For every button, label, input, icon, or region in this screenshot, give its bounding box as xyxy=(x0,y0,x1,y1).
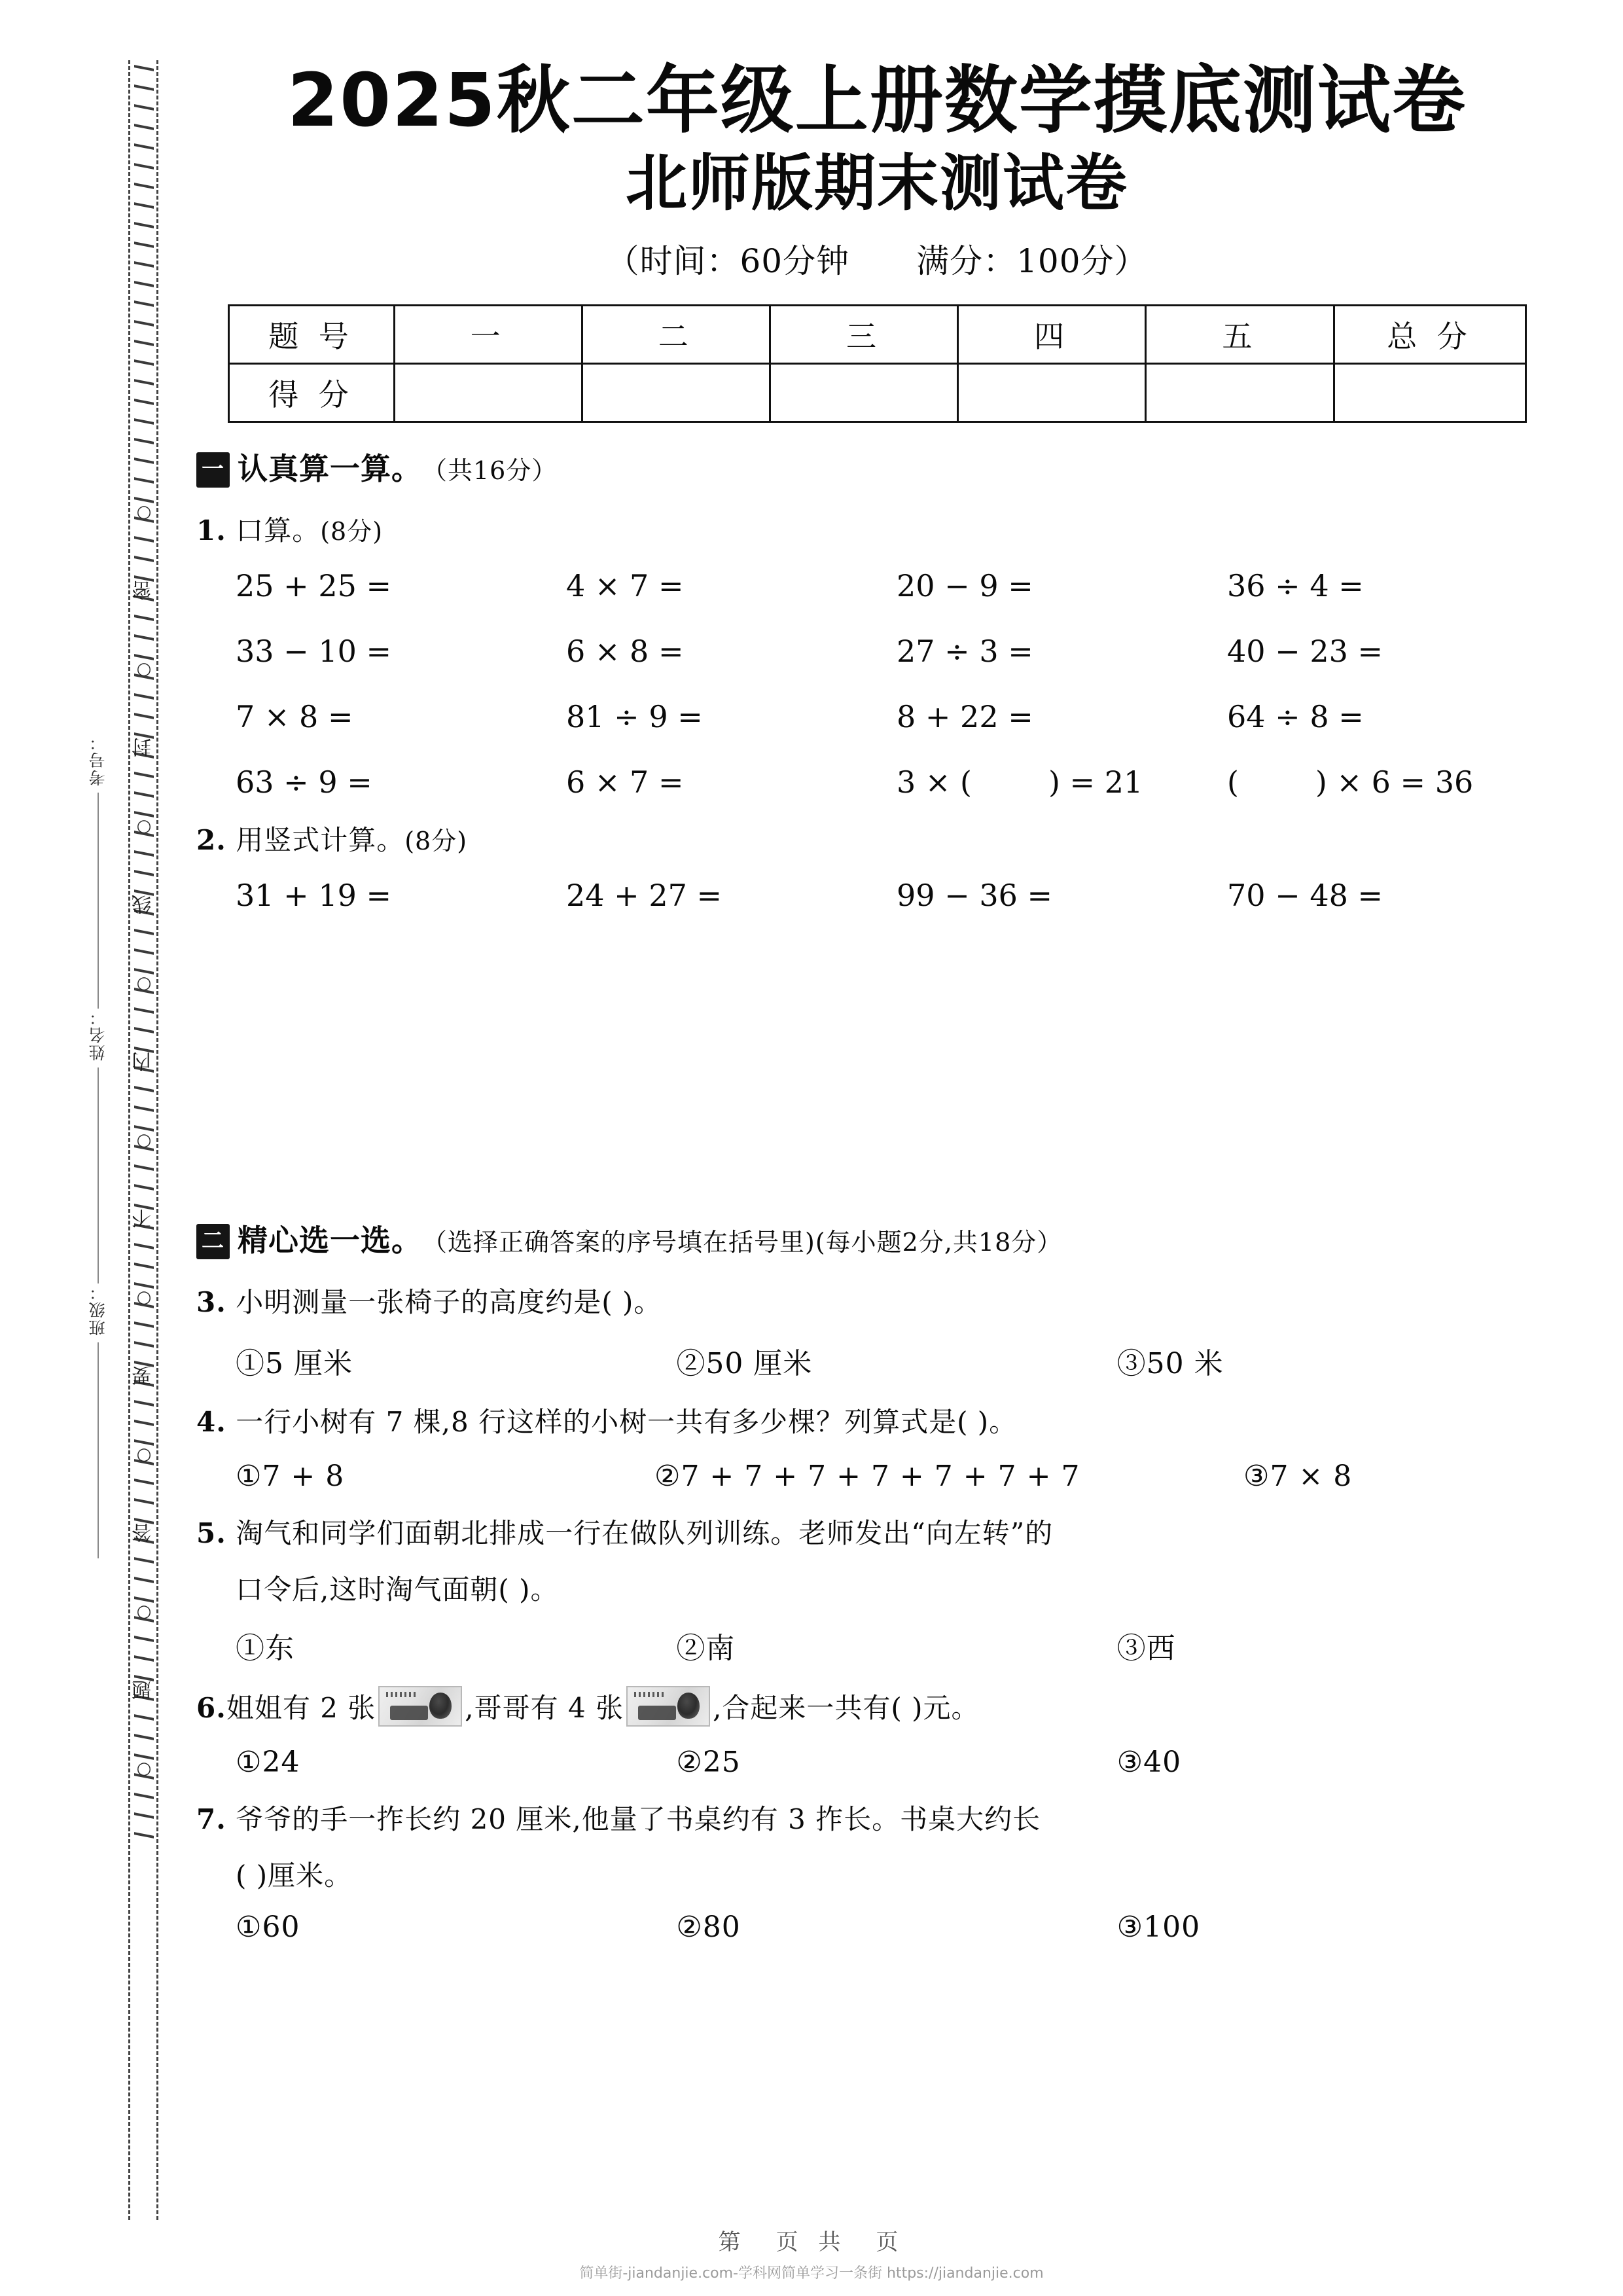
page-number-footer: 第 页 共 页 xyxy=(718,2229,905,2255)
score-table-header-row xyxy=(228,305,1525,363)
question-6-text-part3: ,合起来一共有( )元。 xyxy=(713,1691,980,1724)
calc-item[interactable]: 33 − 10 = xyxy=(236,633,392,669)
choice-option[interactable]: ②80 xyxy=(676,1910,741,1944)
section-one-title: 认真算一算。 xyxy=(238,450,422,486)
calc-item[interactable]: 25 + 25 = xyxy=(236,567,392,603)
score-table-col-4: 四 xyxy=(958,305,1146,363)
vertical-calc-item[interactable]: 24 + 27 = xyxy=(566,877,722,913)
question-7 xyxy=(196,1799,1558,1840)
score-cell-total[interactable] xyxy=(1334,363,1525,422)
section-one xyxy=(196,445,1558,1194)
field-xingming[interactable] xyxy=(72,1008,124,1283)
question-1-header xyxy=(196,510,1558,551)
choice-option[interactable]: ③50 米 xyxy=(1116,1346,1224,1380)
question-5-text-line2: 口令后,这时淘气面朝( )。 xyxy=(236,1573,559,1605)
calc-item[interactable]: 63 ÷ 9 = xyxy=(236,764,372,800)
score-table-score-row xyxy=(228,363,1525,422)
choice-option[interactable]: ③100 xyxy=(1116,1910,1201,1944)
section-one-points: （共16分） xyxy=(422,456,558,485)
question-3 xyxy=(196,1282,1558,1323)
field-kaohao[interactable] xyxy=(72,733,124,1009)
section-two-number: 二 xyxy=(196,1224,230,1259)
field-kaohao-label: 考号： xyxy=(88,733,107,786)
field-banji-writeline[interactable] xyxy=(98,1342,99,1558)
seal-dot: ○ xyxy=(136,816,152,836)
choice-option[interactable]: ①5 厘米 xyxy=(236,1346,353,1380)
seal-line-text xyxy=(131,60,157,2220)
student-id-fields xyxy=(72,733,124,1505)
question-3-choices xyxy=(196,1340,1558,1382)
question-5 xyxy=(196,1513,1558,1554)
watermark-footer: 简单街-jiandanjie.com-学科网简单学习一条街 https://jiandanjie.com xyxy=(579,2265,1044,2282)
question-5-number: 5. xyxy=(196,1516,226,1549)
section-two-points: （选择正确答案的序号填在括号里)(每小题2分,共18分） xyxy=(422,1227,1063,1257)
seal-char-mi: 密 xyxy=(132,581,155,600)
question-1-points: (8分) xyxy=(320,516,383,546)
score-cell-2[interactable] xyxy=(582,363,770,422)
seal-char-feng: 封 xyxy=(132,738,155,757)
seal-dot: ○ xyxy=(136,1444,152,1464)
vertical-calc-item[interactable]: 31 + 19 = xyxy=(236,877,392,913)
question-4 xyxy=(196,1401,1558,1443)
question-4-text: 一行小树有 7 棵,8 行这样的小树一共有多少棵？列算式是( )。 xyxy=(236,1405,1018,1438)
score-cell-1[interactable] xyxy=(394,363,582,422)
score-cell-5[interactable] xyxy=(1146,363,1334,422)
score-cell-4[interactable] xyxy=(958,363,1146,422)
seal-char-xian: 线 xyxy=(132,895,155,914)
choice-option[interactable]: ②7 + 7 + 7 + 7 + 7 + 7 + 7 xyxy=(654,1459,1080,1493)
calc-item[interactable]: 3 × ( ) = 21 xyxy=(897,764,1143,800)
question-1-number: 1. xyxy=(196,514,226,547)
choice-option[interactable]: ②南 xyxy=(676,1631,736,1665)
question-6 xyxy=(196,1686,1558,1729)
score-table xyxy=(228,304,1527,423)
question-2-problem-grid xyxy=(196,878,1558,913)
question-3-number: 3. xyxy=(196,1285,226,1318)
question-7-choices xyxy=(196,1910,1558,1944)
question-6-text-part2: ,哥哥有 4 张 xyxy=(465,1691,624,1724)
question-6-text-part1: 姐姐有 2 张 xyxy=(226,1691,376,1724)
choice-option[interactable]: ②25 xyxy=(676,1745,741,1779)
question-6-choices xyxy=(196,1746,1558,1779)
score-table-col-5: 五 xyxy=(1146,305,1334,363)
choice-option[interactable]: ①东 xyxy=(236,1631,294,1665)
field-xingming-writeline[interactable] xyxy=(98,1067,99,1283)
question-2-title: 用竖式计算。 xyxy=(236,823,405,856)
calc-item[interactable]: 40 − 23 = xyxy=(1227,633,1383,669)
question-2-header xyxy=(196,819,1558,861)
question-6-number: 6. xyxy=(196,1691,226,1724)
question-7-text-line2: ( )厘米。 xyxy=(236,1859,353,1892)
choice-option[interactable]: ③7 × 8 xyxy=(1243,1459,1353,1493)
seal-dot: ○ xyxy=(136,1130,152,1150)
question-1-problem-grid xyxy=(196,568,1558,800)
score-table-row-label-tihao: 题 号 xyxy=(228,305,394,363)
vertical-calc-item[interactable]: 99 − 36 = xyxy=(897,877,1053,913)
score-table-col-total: 总 分 xyxy=(1334,305,1525,363)
score-table-col-3: 三 xyxy=(770,305,957,363)
section-two-header xyxy=(196,1217,1558,1262)
choice-option[interactable]: ①60 xyxy=(236,1910,300,1944)
score-table-col-2: 二 xyxy=(582,305,770,363)
exam-meta-line: （时间：60分钟 满分：100分） xyxy=(606,242,1148,280)
section-two xyxy=(196,1217,1558,1944)
score-cell-3[interactable] xyxy=(770,363,957,422)
calc-item[interactable]: ( ) × 6 = 36 xyxy=(1227,764,1474,800)
calc-item[interactable]: 20 − 9 = xyxy=(897,567,1033,603)
calc-item[interactable]: 4 × 7 = xyxy=(566,567,684,603)
section-one-header xyxy=(196,445,1558,490)
choice-option[interactable]: ③40 xyxy=(1116,1745,1182,1779)
question-4-choices xyxy=(196,1460,1558,1493)
calc-item[interactable]: 7 × 8 = xyxy=(236,698,353,734)
seal-dot: ○ xyxy=(136,1602,152,1621)
field-banji[interactable] xyxy=(72,1283,124,1558)
seal-char-da: 答 xyxy=(132,1523,155,1543)
vertical-calc-item[interactable]: 70 − 48 = xyxy=(1227,877,1383,913)
seal-char-nei: 内 xyxy=(132,1052,155,1071)
calc-item[interactable]: 27 ÷ 3 = xyxy=(897,633,1033,669)
page-title: 2025秋二年级上册数学摸底测试卷 xyxy=(287,58,1467,143)
seal-dot: ○ xyxy=(136,659,152,679)
seal-dot: ○ xyxy=(136,1759,152,1778)
question-4-number: 4. xyxy=(196,1405,226,1438)
seal-dot: ○ xyxy=(136,1287,152,1307)
question-2-work-area[interactable] xyxy=(196,913,1558,1194)
question-1-title: 口算。 xyxy=(236,514,321,547)
question-2-points: (8分) xyxy=(404,826,468,855)
seal-char-yao: 要 xyxy=(132,1366,155,1386)
calc-item[interactable]: 6 × 7 = xyxy=(566,764,684,800)
choice-option[interactable]: ③西 xyxy=(1116,1631,1176,1665)
calc-item[interactable]: 64 ÷ 8 = xyxy=(1227,698,1364,734)
calc-item[interactable]: 6 × 8 = xyxy=(566,633,684,669)
seal-char-ti: 题 xyxy=(132,1680,155,1700)
page-subtitle: 北师版期末测试卷 xyxy=(625,147,1128,219)
question-5-text-line1: 淘气和同学们面朝北排成一行在做队列训练。老师发出“向左转”的 xyxy=(236,1516,1054,1549)
field-banji-label: 班级： xyxy=(88,1283,107,1336)
question-2-number: 2. xyxy=(196,823,226,856)
question-7-text-line1: 爷爷的手一拃长约 20 厘米,他量了书桌约有 3 拃长。书桌大约长 xyxy=(236,1803,1041,1835)
choice-option[interactable]: ②50 厘米 xyxy=(676,1346,813,1380)
banknote-icon xyxy=(626,1686,710,1727)
exam-paper-body xyxy=(196,59,1558,1944)
score-table-col-1: 一 xyxy=(394,305,582,363)
section-two-title: 精心选一选。 xyxy=(238,1222,422,1258)
question-7-number: 7. xyxy=(196,1803,226,1835)
calc-item[interactable]: 8 + 22 = xyxy=(897,698,1033,734)
seal-dot: ○ xyxy=(136,973,152,993)
calc-item[interactable]: 81 ÷ 9 = xyxy=(566,698,703,734)
seal-char-bu: 不 xyxy=(132,1209,155,1229)
choice-option[interactable]: ①7 + 8 xyxy=(236,1459,345,1493)
section-one-number: 一 xyxy=(196,452,230,488)
field-xingming-label: 姓名： xyxy=(88,1008,107,1061)
question-3-text: 小明测量一张椅子的高度约是( )。 xyxy=(236,1285,662,1318)
choice-option[interactable]: ①24 xyxy=(236,1745,300,1779)
question-5-choices xyxy=(196,1624,1558,1666)
score-table-row-label-defen: 得 分 xyxy=(228,363,394,422)
seal-dot: ○ xyxy=(136,502,152,522)
banknote-icon xyxy=(378,1686,462,1727)
calc-item[interactable]: 36 ÷ 4 = xyxy=(1227,567,1364,603)
field-kaohao-writeline[interactable] xyxy=(98,793,99,1009)
